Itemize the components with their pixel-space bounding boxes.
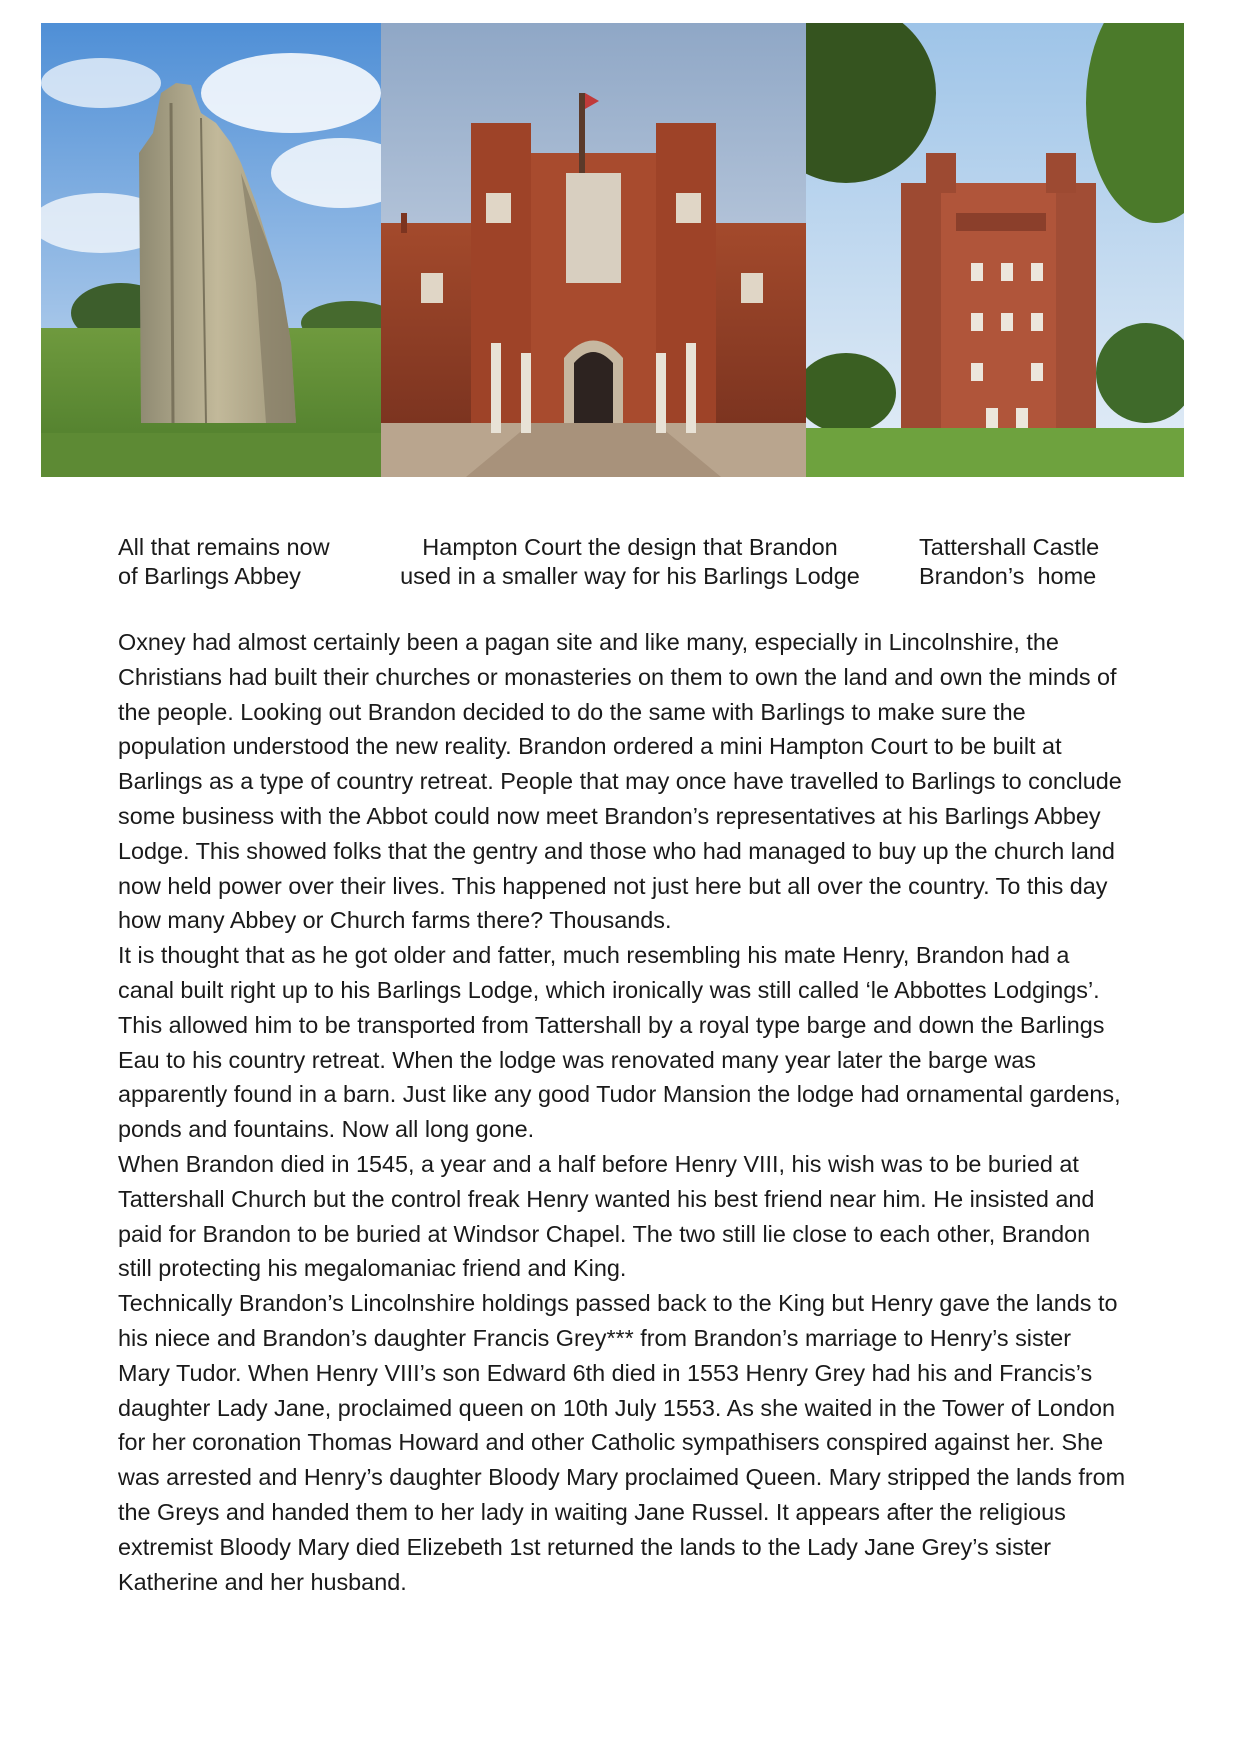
paragraph: Technically Brandon’s Lincolnshire holdings passed back to the King but Henry gave the lands to his niece and Brandon’s daughter Francis Grey*** from Brandon’s marriage to Henry’s sister Mary Tudor. When Henry VIII’s son Edward 6th died in 1553 Henry Grey had his and Francis’s daughter Lady Jane, proclaimed queen on 10th July 1553. As she waited in the Tower of London for her coronation Thomas Howard and other Catholic sympathisers conspired against her. She was arrested and Henry’s daughter Bloody Mary proclaimed Queen. Mary stripped the lands from the Greys and handed them to her lady in waiting Jane Russel. It appears after the religious extremist Bloody Mary died Elizebeth 1st returned the lands to the Lady Jane Grey’s sister Katherine and her husband. (118, 1290, 1126, 1595)
hampton-court-photo (381, 23, 806, 477)
caption-barlings-abbey: All that remains now of Barlings Abbey (118, 534, 330, 589)
caption-tattershall-castle: Tattershall Castle Brandon’s home (919, 534, 1100, 589)
article-body (118, 625, 1128, 1599)
barlings-abbey-ruin-photo (41, 23, 381, 477)
paragraph: Oxney had almost certainly been a pagan site and like many, especially in Lincolnshire, the Christians had built their churches or monasteries on them to own the land and own the minds of the people. Looking out Brandon decided to do the same with Barlings to make sure the population understood the new reality. Brandon ordered a mini Hampton Court to be built at Barlings as a type of country retreat. People that may once have travelled to Barlings to conclude some business with the Abbot could now meet Brandon’s representatives at his Barlings Abbey Lodge. This showed folks that the gentry and those who had managed to buy up the church land now held power over their lives. This happened not just here but all over the country. To this day how many Abbey or Church farms there? Thousands. (118, 629, 1122, 934)
tattershall-castle-photo (806, 23, 1184, 477)
paragraph: When Brandon died in 1545, a year and a half before Henry VIII, his wish was to be buried at Tattershall Church but the control freak Henry wanted his best friend near him. He insisted and paid for Brandon to be buried at Windsor Chapel. The two still lie close to each other, Brandon still protecting his megalomaniac friend and King. (118, 1150, 1095, 1282)
caption-hampton-court: Hampton Court the design that Brandon used in a smaller way for his Barlings Lodge (400, 534, 860, 589)
paragraph: It is thought that as he got older and fatter, much resembling his mate Henry, Brandon had a canal built right up to his Barlings Lodge, which ironically was still called ‘le Abbottes Lodgings’. This allowed him to be transported from Tattershall by a royal type barge and down the Barlings Eau to his country retreat. When the lodge was renovated many year later the barge was apparently found in a barn. Just like any good Tudor Mansion the lodge had ornamental gardens, ponds and fountains. Now all long gone. (118, 942, 1121, 1143)
photo-strip (41, 23, 1184, 477)
